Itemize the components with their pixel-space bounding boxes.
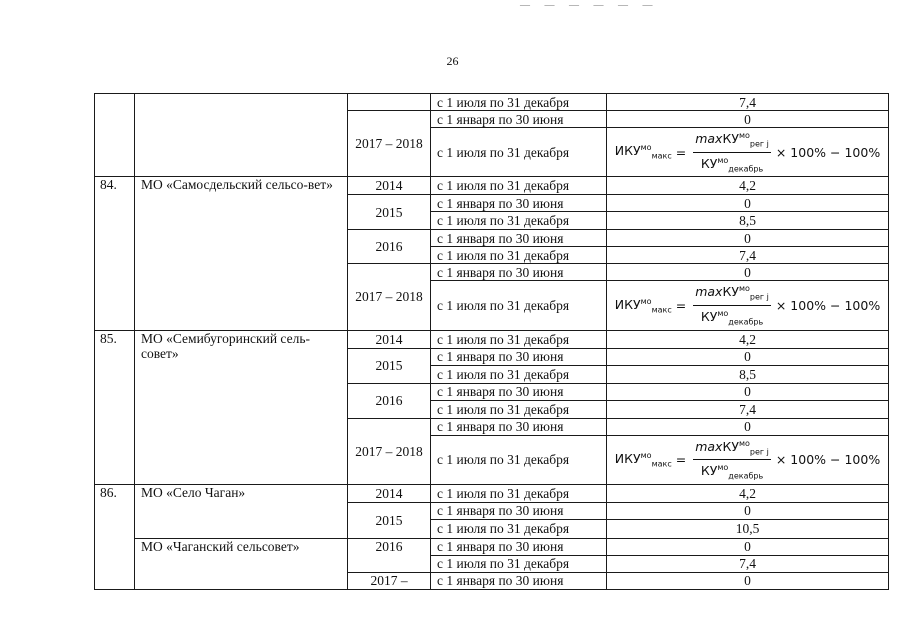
value-cell: 0 (607, 383, 889, 400)
mo-name: МО «Самосдельский сельсо-вет» (135, 177, 348, 330)
year-cell: 2017 – 2018 (348, 418, 431, 484)
year-cell: 2015 (348, 195, 431, 230)
value-cell: 8,5 (607, 212, 889, 230)
value-cell: 7,4 (607, 94, 889, 111)
period-cell: с 1 января по 30 июня (431, 418, 607, 435)
period-cell: с 1 июля по 31 декабря (431, 365, 607, 383)
year-cell: 2014 (348, 177, 431, 195)
year-cell: 2014 (348, 484, 431, 502)
mo-name: МО «Семибугоринский сель-совет» (135, 330, 348, 484)
period-cell: с 1 июля по 31 декабря (431, 177, 607, 195)
value-cell: 7,4 (607, 400, 889, 418)
period-cell: с 1 июля по 31 декабря (431, 484, 607, 502)
period-cell: с 1 июля по 31 декабря (431, 519, 607, 538)
period-cell: с 1 января по 30 июня (431, 502, 607, 519)
row-number (95, 94, 135, 177)
period-cell: с 1 июля по 31 декабря (431, 281, 607, 330)
value-cell: 0 (607, 502, 889, 519)
formula-fraction: $\frac{\max КУ^{мо}_{рег j}}{КУ^{мо}_{декабрь}}$ (693, 436, 771, 484)
value-cell: 0 (607, 348, 889, 365)
formula-cell (607, 281, 889, 330)
row-number: 86. (95, 484, 135, 589)
year-cell: 2016 (348, 538, 431, 572)
year-cell: 2015 (348, 502, 431, 538)
mo-name (135, 94, 348, 177)
value-cell: 4,2 (607, 330, 889, 348)
formula-left: $ИКУ^{мо}_{макс}$ (614, 296, 672, 315)
formula-cell (607, 435, 889, 484)
value-cell: 7,4 (607, 555, 889, 572)
value-cell: 0 (607, 418, 889, 435)
value-cell: 7,4 (607, 247, 889, 264)
period-cell: с 1 июля по 31 декабря (431, 400, 607, 418)
value-cell: 0 (607, 195, 889, 212)
mo-name: МО «Село Чаган» (135, 484, 348, 538)
period-cell: с 1 января по 30 июня (431, 383, 607, 400)
period-cell: с 1 июля по 31 декабря (431, 128, 607, 177)
tariff-table (94, 93, 889, 590)
formula-left: $ИКУ^{мо}_{макс}$ (614, 143, 672, 161)
row-number: 85. (95, 330, 135, 484)
value-cell: 0 (607, 538, 889, 555)
value-cell: 4,2 (607, 177, 889, 195)
period-cell: с 1 января по 30 июня (431, 111, 607, 128)
year-cell: 2014 (348, 330, 431, 348)
period-cell: с 1 июля по 31 декабря (431, 212, 607, 230)
year-cell: 2016 (348, 383, 431, 418)
top-marks: — — — — — — (520, 0, 659, 11)
period-cell: с 1 июля по 31 декабря (431, 555, 607, 572)
value-cell: 8,5 (607, 365, 889, 383)
year-cell (348, 94, 431, 111)
formula: $ИКУ^{мо}_{макс}$ = $\frac{\max КУ^{мо}_{рег j}}{КУ^{мо}_{декабрь}}$ × 100% − 100% (611, 128, 884, 176)
year-cell: 2017 – 2018 (348, 111, 431, 177)
value-cell: 4,2 (607, 484, 889, 502)
formula-left: $ИКУ^{мо}_{макс}$ (614, 450, 672, 469)
period-cell: с 1 января по 30 июня (431, 264, 607, 281)
year-cell: 2017 – 2018 (348, 264, 431, 330)
formula: $ИКУ^{мо}_{макс}$ = $\frac{\max КУ^{мо}_{рег j}}{КУ^{мо}_{декабрь}}$ × 100% − 100% (611, 281, 884, 329)
mo-name-2: МО «Чаганский сельсовет» (135, 538, 348, 589)
value-cell: 0 (607, 572, 889, 589)
value-cell: 10,5 (607, 519, 889, 538)
period-cell: с 1 января по 30 июня (431, 195, 607, 212)
year-cell: 2017 – (348, 572, 431, 589)
row-number: 84. (95, 177, 135, 330)
period-cell: с 1 июля по 31 декабря (431, 435, 607, 484)
page-number: 26 (446, 54, 459, 68)
value-cell: 0 (607, 264, 889, 281)
formula: $ИКУ^{мо}_{макс}$ = $\frac{\max КУ^{мо}_{рег j}}{КУ^{мо}_{декабрь}}$ × 100% − 100% (611, 436, 884, 484)
period-cell: с 1 января по 30 июня (431, 230, 607, 247)
formula-fraction: $\frac{\max КУ^{мо}_{рег j}}{КУ^{мо}_{декабрь}}$ (693, 128, 771, 176)
period-cell: с 1 июля по 31 декабря (431, 94, 607, 111)
formula-fraction: $\frac{\max КУ^{мо}_{рег j}}{КУ^{мо}_{декабрь}}$ (693, 281, 771, 329)
period-cell: с 1 июля по 31 декабря (431, 247, 607, 264)
year-cell: 2015 (348, 348, 431, 383)
value-cell: 0 (607, 230, 889, 247)
period-cell: с 1 января по 30 июня (431, 572, 607, 589)
period-cell: с 1 июля по 31 декабря (431, 330, 607, 348)
period-cell: с 1 января по 30 июня (431, 348, 607, 365)
year-cell: 2016 (348, 230, 431, 264)
formula-cell (607, 128, 889, 177)
period-cell: с 1 января по 30 июня (431, 538, 607, 555)
value-cell: 0 (607, 111, 889, 128)
